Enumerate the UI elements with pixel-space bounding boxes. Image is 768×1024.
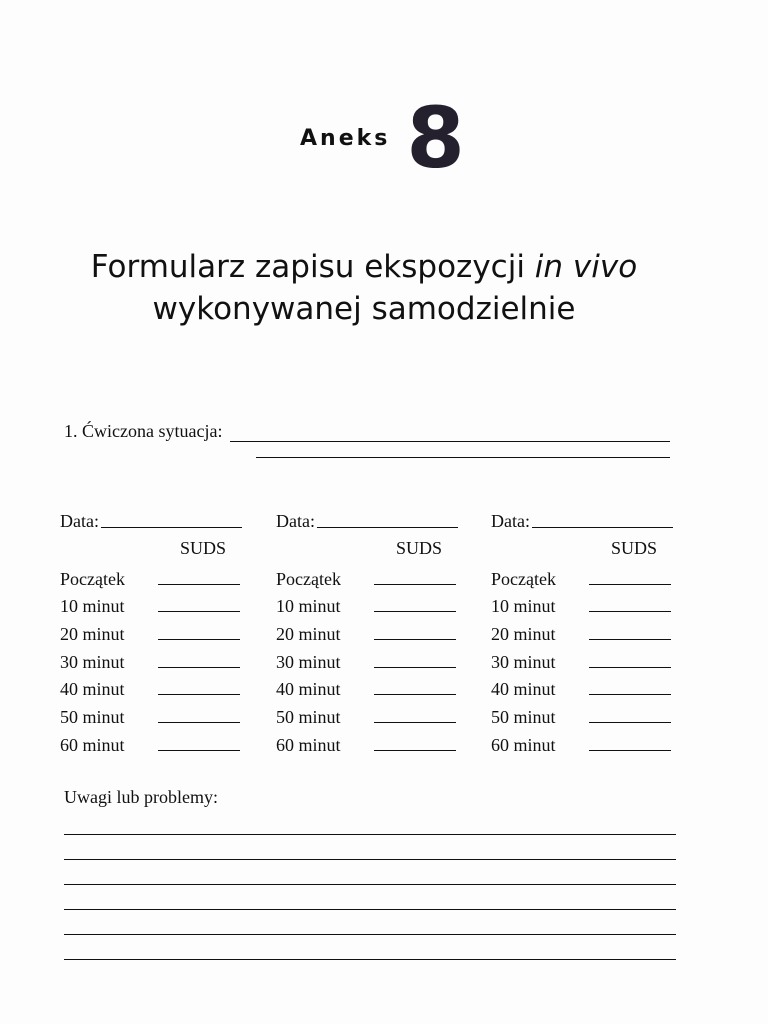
form-title-italic: in vivo <box>534 249 638 285</box>
time-label: 60 minut <box>60 734 125 755</box>
time-label: 10 minut <box>276 596 341 617</box>
annex-number: 8 <box>406 89 465 187</box>
form-title-line-1-text: Formularz zapisu ekspozycji <box>90 249 535 285</box>
notes-line[interactable] <box>64 835 676 860</box>
time-row <box>491 590 673 618</box>
time-row <box>60 590 242 618</box>
date-row <box>491 508 673 532</box>
suds-field[interactable] <box>374 597 456 612</box>
situation-label: 1. Ćwiczona sytuacja: <box>64 421 223 441</box>
suds-field[interactable] <box>158 597 240 612</box>
notes-line[interactable] <box>64 810 676 835</box>
suds-label: SUDS <box>179 538 226 558</box>
time-label: 30 minut <box>276 651 341 672</box>
suds-field[interactable] <box>158 736 240 751</box>
suds-field[interactable] <box>374 680 456 695</box>
time-label: 10 minut <box>491 596 556 617</box>
time-label: 50 minut <box>60 707 125 728</box>
suds-field[interactable] <box>158 680 240 695</box>
time-row <box>276 700 458 728</box>
time-row <box>60 617 242 645</box>
time-label: 60 minut <box>491 734 556 755</box>
notes-line[interactable] <box>64 910 676 935</box>
suds-field[interactable] <box>374 625 456 640</box>
time-row <box>491 645 673 673</box>
time-row <box>60 562 242 590</box>
suds-field[interactable] <box>589 708 671 723</box>
time-label: 30 minut <box>491 651 556 672</box>
form-title-line-1 <box>0 246 728 288</box>
time-label: Początek <box>491 568 556 589</box>
suds-field[interactable] <box>158 570 240 585</box>
time-row <box>491 617 673 645</box>
time-row <box>60 645 242 673</box>
time-label: 20 minut <box>491 624 556 645</box>
time-label: 20 minut <box>276 624 341 645</box>
date-row <box>276 508 458 532</box>
time-row <box>60 728 242 756</box>
time-row <box>276 673 458 701</box>
time-label: 50 minut <box>276 707 341 728</box>
suds-field[interactable] <box>158 625 240 640</box>
date-field[interactable] <box>101 511 242 528</box>
notes-line[interactable] <box>64 860 676 885</box>
time-row <box>276 617 458 645</box>
suds-field[interactable] <box>589 625 671 640</box>
situation-section <box>64 420 670 458</box>
time-label: 60 minut <box>276 734 341 755</box>
session-column <box>491 508 673 756</box>
date-field[interactable] <box>317 511 458 528</box>
suds-field[interactable] <box>589 570 671 585</box>
situation-row <box>64 420 670 442</box>
suds-field[interactable] <box>589 736 671 751</box>
suds-label: SUDS <box>610 538 657 558</box>
suds-field[interactable] <box>374 736 456 751</box>
time-row <box>276 728 458 756</box>
notes-line[interactable] <box>64 935 676 960</box>
time-row <box>491 728 673 756</box>
time-row <box>276 590 458 618</box>
annex-label: Aneks <box>300 125 391 151</box>
session-column <box>60 508 242 756</box>
time-label: 40 minut <box>60 679 125 700</box>
notes-line[interactable] <box>64 885 676 910</box>
date-label: Data: <box>491 511 530 531</box>
time-row <box>491 562 673 590</box>
suds-field[interactable] <box>158 708 240 723</box>
situation-field[interactable] <box>230 425 670 442</box>
suds-field[interactable] <box>374 570 456 585</box>
notes-label: Uwagi lub problemy: <box>64 787 218 807</box>
time-row <box>60 700 242 728</box>
date-field[interactable] <box>532 511 673 528</box>
form-title-line-2: wykonywanej samodzielnie <box>152 291 576 327</box>
notes-section <box>64 784 676 960</box>
suds-field[interactable] <box>158 653 240 668</box>
time-row <box>491 700 673 728</box>
time-row <box>276 562 458 590</box>
suds-field[interactable] <box>589 597 671 612</box>
time-label: 30 minut <box>60 651 125 672</box>
time-label: 40 minut <box>491 679 556 700</box>
date-label: Data: <box>276 511 315 531</box>
suds-field[interactable] <box>374 653 456 668</box>
situation-field-continued[interactable] <box>256 456 670 458</box>
date-row <box>60 508 242 532</box>
date-label: Data: <box>60 511 99 531</box>
annex-header <box>300 89 465 187</box>
time-row <box>491 673 673 701</box>
suds-field[interactable] <box>374 708 456 723</box>
suds-field[interactable] <box>589 653 671 668</box>
form-title <box>0 246 728 330</box>
time-label: 20 minut <box>60 624 125 645</box>
suds-field[interactable] <box>589 680 671 695</box>
time-row <box>276 645 458 673</box>
time-label: 40 minut <box>276 679 341 700</box>
session-column <box>276 508 458 756</box>
time-label: Początek <box>60 568 125 589</box>
suds-label: SUDS <box>395 538 442 558</box>
time-row <box>60 673 242 701</box>
time-label: 10 minut <box>60 596 125 617</box>
time-label: 50 minut <box>491 707 556 728</box>
time-label: Początek <box>276 568 341 589</box>
